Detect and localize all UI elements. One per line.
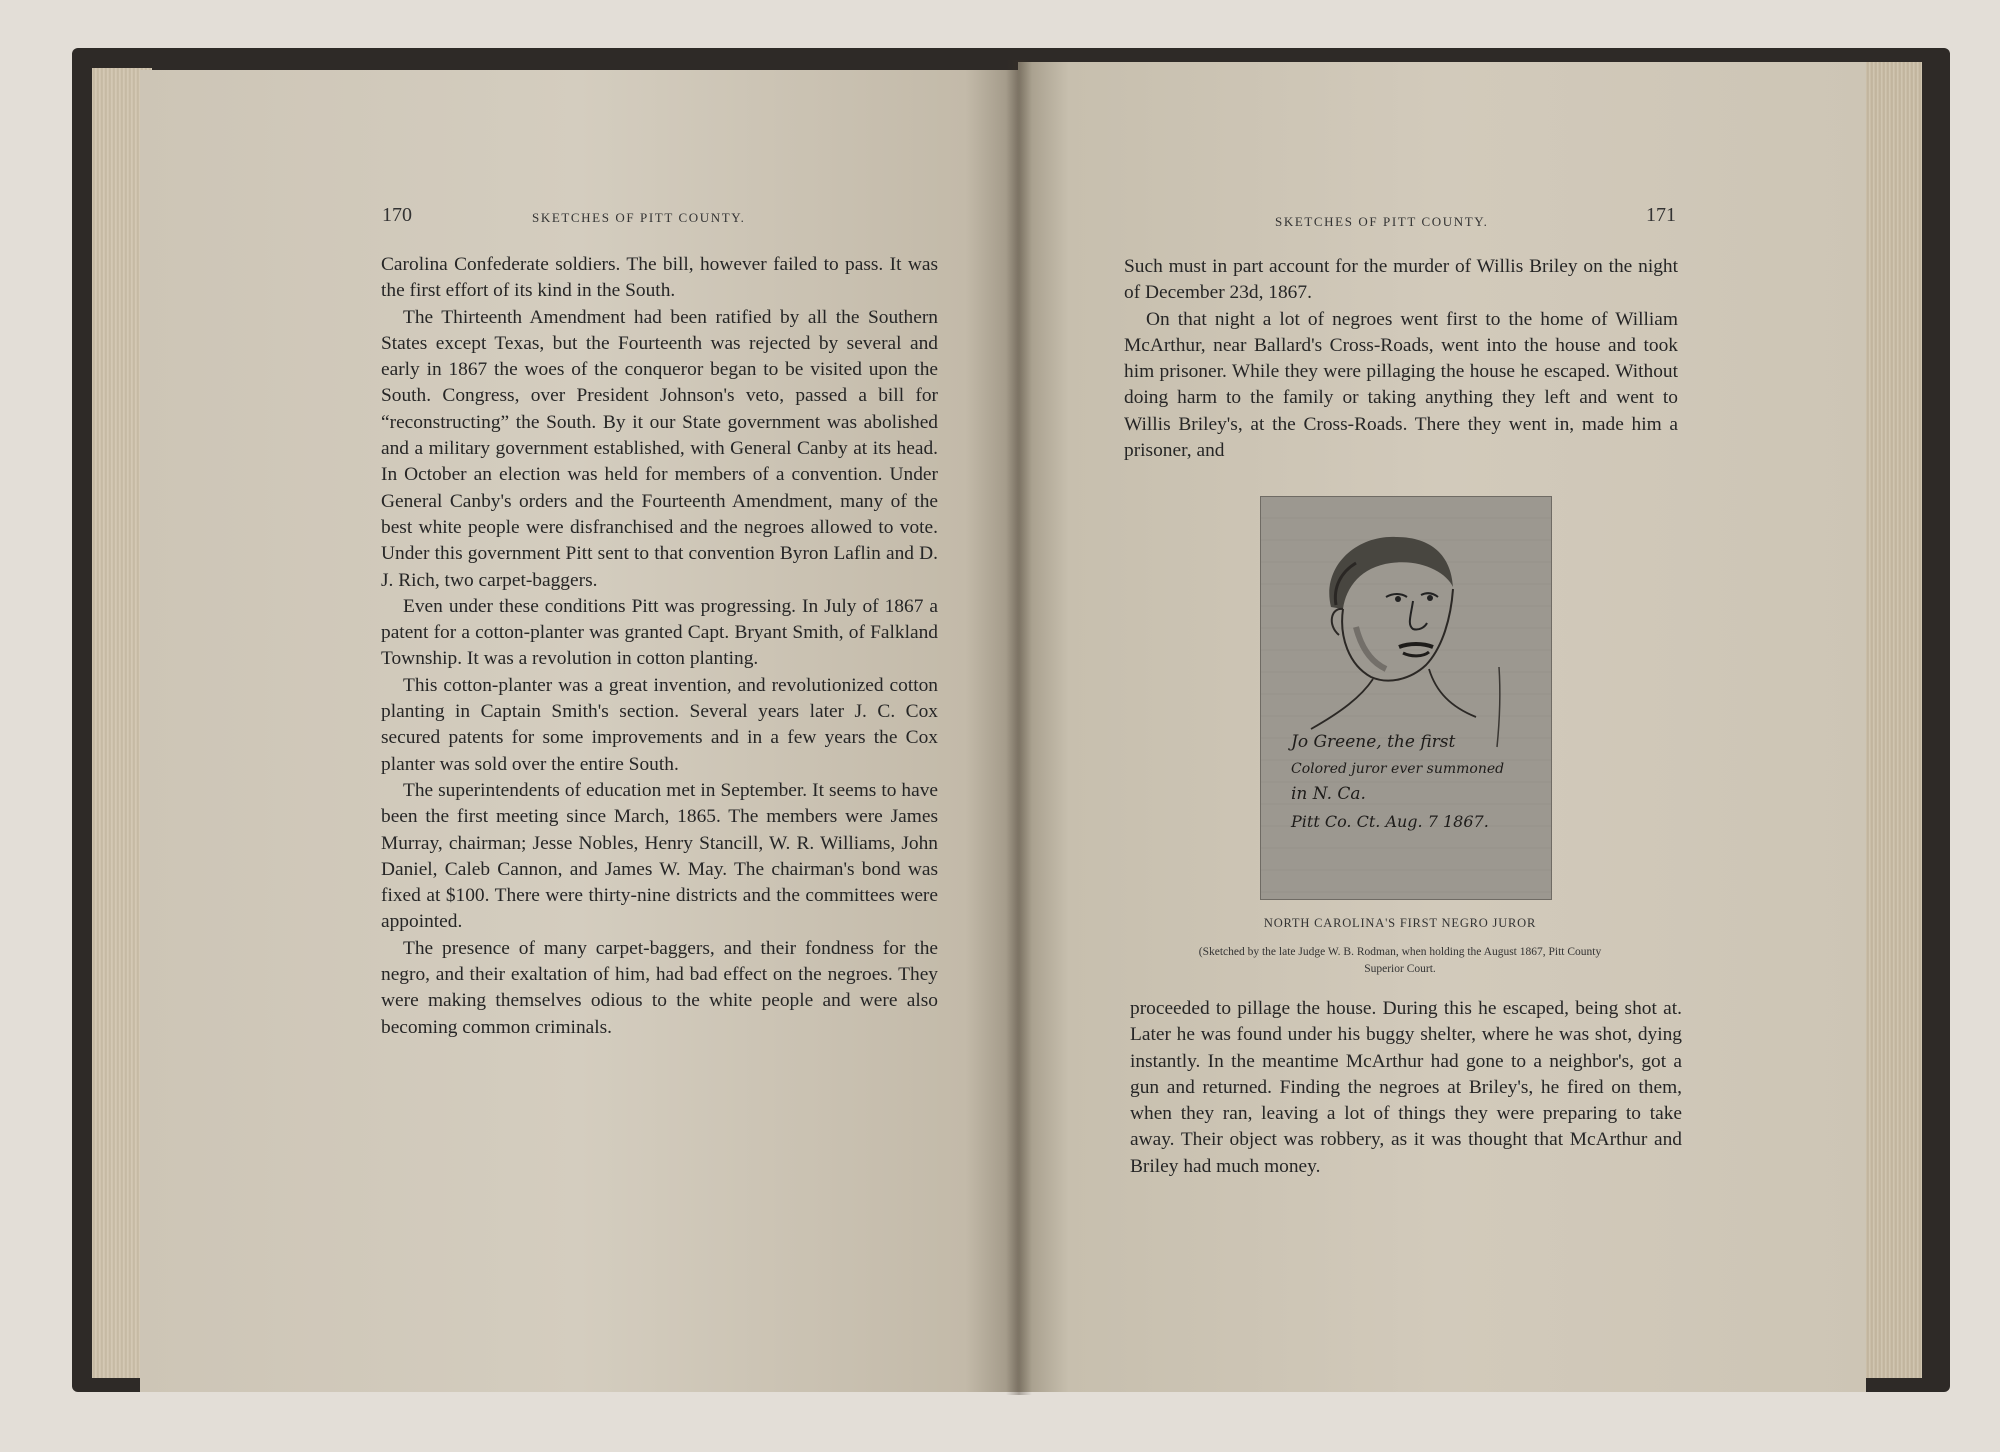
paragraph: The superintendents of education met in September. It seems to have been the first meeting since March, 1865. The members were James Murray, chairman; Jesse Nobles, Henry Stancill, W. R. Williams, John Daniel, Caleb Cannon, and James W. May. The chairman's bond was fixed at $100. There were thirty-nine districts and the committees were appointed. [381,779,938,933]
running-head-right: SKETCHES OF PITT COUNTY. [1275,214,1489,229]
sketch-portrait [1261,497,1551,899]
paragraph: The presence of many carpet-baggers, and their fondness for the negro, and their exaltation of him, had bad effect on the negroes. They were making themselves odious to the white people and were also becoming common criminals. [381,937,938,1038]
right-page-body-top [1124,254,1678,464]
juror-sketch-illustration [1260,496,1552,900]
paragraph: On that night a lot of negroes went first to the home of William McArthur, near Ballard's Cross-Roads, went into the house and took him prisoner. While they were pillaging the house he escaped. Without doing harm to the family or taking anything they left and went to Willis Briley's, at the Cross-Roads. There they went in, made him a prisoner, and [1124,308,1678,462]
paragraph: This cotton-planter was a great invention, and revolutionized cotton planting in Captain Smith's section. Several years later J. C. Cox secured patents for some improvements and in a few years the Cox planter was sold over the entire South. [381,674,938,775]
illustration-caption-note: (Sketched by the late Judge W. B. Rodman, when holding the August 1867, Pitt County Superior Court. [1198,946,1602,975]
page-edges-right [1862,62,1922,1378]
handwriting-line: Pitt Co. Ct. Aug. 7 1867. [1291,812,1489,831]
handwriting-line: Colored juror ever summoned [1291,761,1505,777]
right-page-body-bottom [1130,996,1682,1180]
paragraph: proceeded to pillage the house. During this he escaped, being shot at. Later he was found under his buggy shelter, where he was shot, dying instantly. In the meantime McArthur had gone to a neighbor's, got a gun and returned. Finding the negroes at Briley's, he fired on them, when they ran, leaving a lot of things they were preparing to take away. Their object was robbery, as it was thought that McArthur and Briley had much money. [1130,998,1682,1177]
paragraph: Such must in part account for the murder of Willis Briley on the night of December 23d, 1867. [1124,256,1678,304]
left-page-body [381,252,938,1041]
paragraph: Even under these conditions Pitt was progressing. In July of 1867 a patent for a cotton-planter was granted Capt. Bryant Smith, of Falkland Township. It was a revolution in cotton planting. [381,595,938,670]
book-gutter [1006,60,1032,1395]
handwriting-line: Jo Greene, the first [1291,732,1456,752]
paragraph: Carolina Confederate soldiers. The bill, however failed to pass. It was the first effort of its kind in the South. [381,254,938,302]
illustration-caption: NORTH CAROLINA'S FIRST NEGRO JUROR [1263,916,1537,930]
handwriting-line: in N. Ca. [1291,784,1366,804]
page-number-right: 171 [1646,204,1676,226]
running-head-left: SKETCHES OF PITT COUNTY. [532,210,746,225]
page-number-left: 170 [382,204,412,226]
paragraph: The Thirteenth Amendment had been ratified by all the Southern States except Texas, but the Fourteenth was rejected by several and early in 1867 the woes of the conqueror began to be visited upon the South. Congress, over President Johnson's veto, passed a bill for “reconstructing” the South. By it our State government was abolished and a military government established, with General Canby at its head. In October an election was held for members of a convention. Under General Canby's orders and the Fourteenth Amendment, many of the best white people were disfranchised and the negroes allowed to vote. Under this government Pitt sent to that convention Byron Laflin and D. J. Rich, two carpet-baggers. [381,306,938,591]
